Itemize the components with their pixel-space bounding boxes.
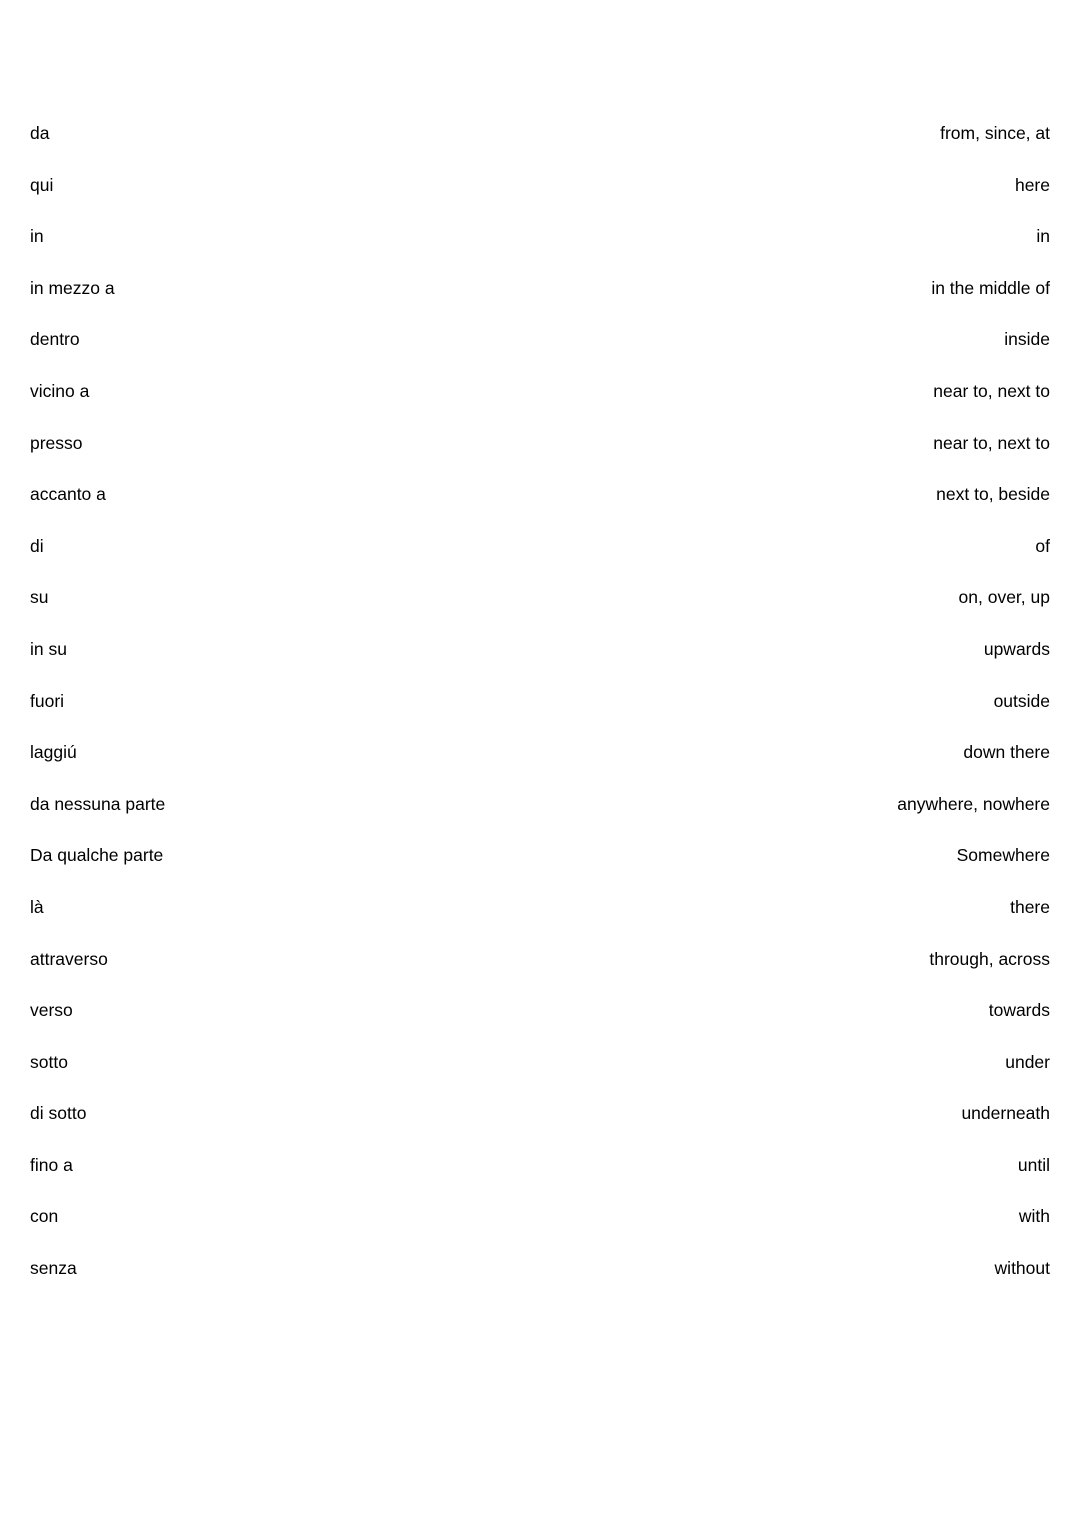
definition-text: outside xyxy=(993,690,1050,711)
list-item xyxy=(30,108,1050,160)
term-text: dentro xyxy=(30,329,80,350)
term-text: vicino a xyxy=(30,380,90,401)
list-item xyxy=(30,211,1050,263)
definition-text: until xyxy=(1017,1154,1050,1175)
list-item xyxy=(30,624,1050,676)
definition-text: in the middle of xyxy=(931,277,1050,298)
definition-text: without xyxy=(994,1258,1050,1279)
term-text: attraverso xyxy=(30,948,108,969)
definition-text: through, across xyxy=(929,948,1050,969)
list-item xyxy=(30,366,1050,418)
definition-text: here xyxy=(1014,174,1050,195)
term-text: da nessuna parte xyxy=(30,793,166,814)
definition-text: with xyxy=(1018,1206,1050,1227)
list-item xyxy=(30,985,1050,1037)
definition-text: from, since, at xyxy=(940,123,1050,143)
term-text: Da qualche parte xyxy=(30,845,164,866)
term-text: da xyxy=(30,123,50,143)
definition-text: near to, next to xyxy=(933,432,1050,453)
list-item xyxy=(30,882,1050,934)
term-text: fuori xyxy=(30,690,65,711)
term-text: in su xyxy=(30,638,67,659)
list-item xyxy=(30,676,1050,728)
definition-text: in xyxy=(1036,226,1050,247)
definition-text: anywhere, nowhere xyxy=(897,793,1050,814)
definition-text: under xyxy=(1005,1051,1050,1072)
list-item xyxy=(30,1037,1050,1089)
definition-text: of xyxy=(1035,535,1050,556)
list-item xyxy=(30,521,1050,573)
definition-text: on, over, up xyxy=(958,587,1050,608)
term-text: accanto a xyxy=(30,484,106,505)
list-item xyxy=(30,160,1050,212)
term-text: là xyxy=(30,896,44,917)
list-item xyxy=(30,934,1050,986)
list-item xyxy=(30,830,1050,882)
list-item xyxy=(30,1191,1050,1243)
list-item xyxy=(30,314,1050,366)
list-item xyxy=(30,1088,1050,1140)
definition-text: underneath xyxy=(961,1103,1050,1124)
term-text: verso xyxy=(30,1000,73,1021)
term-text: senza xyxy=(30,1258,77,1279)
term-text: fino a xyxy=(30,1154,73,1175)
definition-text: near to, next to xyxy=(933,380,1050,401)
definition-text: next to, beside xyxy=(936,484,1050,505)
term-text: sotto xyxy=(30,1051,68,1072)
definition-text: there xyxy=(1010,896,1050,917)
term-text: su xyxy=(30,587,49,608)
term-text: presso xyxy=(30,432,83,453)
list-item xyxy=(30,469,1050,521)
term-text: di xyxy=(30,535,44,556)
term-text: in xyxy=(30,226,44,247)
term-text: qui xyxy=(30,174,54,195)
list-item xyxy=(30,572,1050,624)
list-item xyxy=(30,727,1050,779)
definition-text: Somewhere xyxy=(956,845,1050,866)
list-item xyxy=(30,1140,1050,1192)
list-item xyxy=(30,1243,1050,1295)
list-item xyxy=(30,263,1050,315)
list-item xyxy=(30,779,1050,831)
term-text: laggiú xyxy=(30,742,77,763)
glossary-list xyxy=(30,108,1050,1295)
term-text: di sotto xyxy=(30,1103,87,1124)
definition-text: towards xyxy=(988,1000,1050,1021)
definition-text: inside xyxy=(1004,329,1050,350)
term-text: con xyxy=(30,1206,59,1227)
term-text: in mezzo a xyxy=(30,277,115,298)
list-item xyxy=(30,418,1050,470)
definition-text: down there xyxy=(963,742,1050,763)
definition-text: upwards xyxy=(983,638,1050,659)
